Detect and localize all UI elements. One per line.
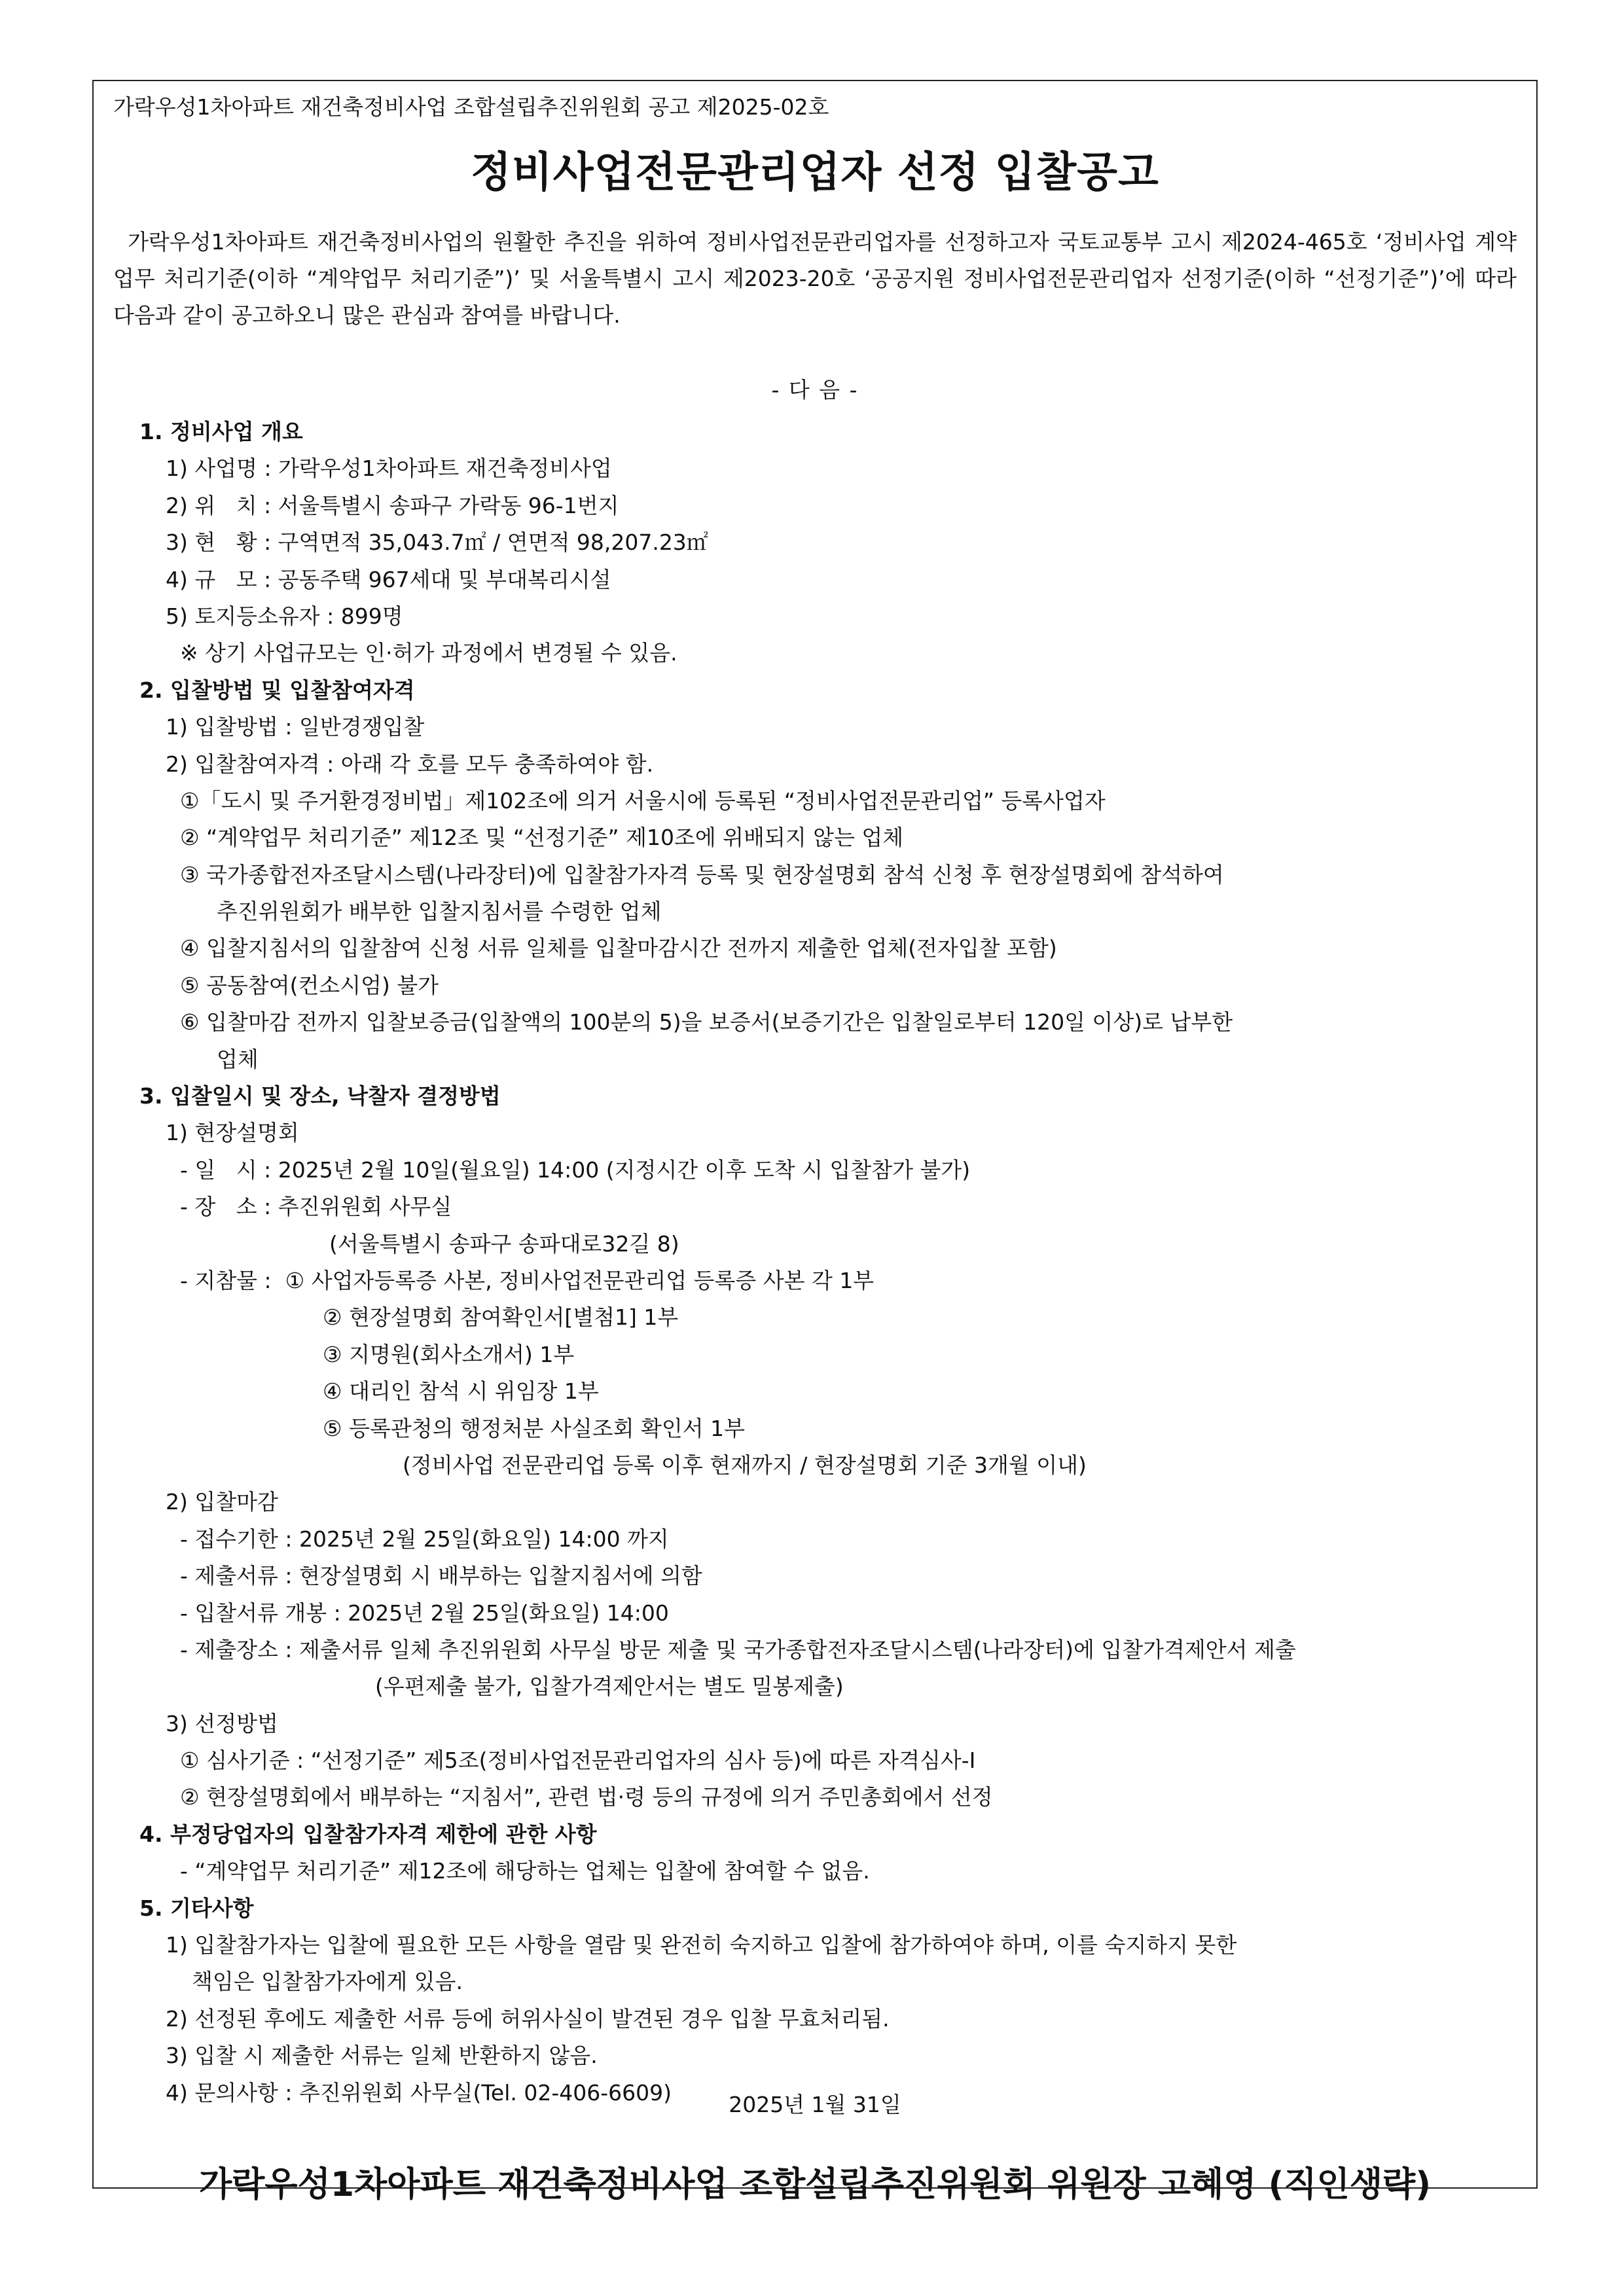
list-item: ⑥ 입찰마감 전까지 입찰보증금(입찰액의 100분의 5)을 보증서(보증기간은 입찰일로부터 120일 이상)로 납부한 — [180, 1009, 1233, 1035]
list-item: ② 현장설명회에서 배부하는 “지침서”, 관련 법·령 등의 규정에 의거 주민총회에서 선정 — [180, 1784, 993, 1810]
section-heading-other: 5. 기타사항 — [139, 1895, 254, 1921]
list-item: - 입찰서류 개봉 : 2025년 2월 25일(화요일) 14:00 — [180, 1600, 669, 1626]
list-item: - 제출장소 : 제출서류 일체 추진위원회 사무실 방문 제출 및 국가종합전자조달시스템(나라장터)에 입찰가격제안서 제출 — [180, 1636, 1296, 1662]
signature-line: 가락우성1차아파트 재건축정비사업 조합설립추진위원회 위원장 고혜영 (직인생략) — [198, 2165, 1432, 2204]
list-item: 2) 위 치 : 서울특별시 송파구 가락동 96-1번지 — [166, 492, 619, 518]
list-item-continuation: ④ 대리인 참석 시 위임장 1부 — [323, 1378, 599, 1405]
list-item-continuation: (우편제출 불가, 입찰가격제안서는 별도 밀봉제출) — [375, 1674, 844, 1700]
notice-frame — [92, 80, 1538, 2204]
list-item-continuation: (서울특별시 송파구 송파대로32길 8) — [329, 1230, 679, 1257]
page-title: 정비사업전문관리업자 선정 입찰공고 — [471, 149, 1159, 197]
list-item: ① 심사기준 : “선정기준” 제5조(정비사업전문관리업자의 심사 등)에 따른 자격심사-Ⅰ — [180, 1748, 976, 1774]
list-item-continuation: ⑤ 등록관청의 행정처분 사실조회 확인서 1부 — [323, 1415, 745, 1441]
list-item: - 접수기한 : 2025년 2월 25일(화요일) 14:00 까지 — [180, 1526, 669, 1552]
list-item-continuation: ② 현장설명회 참여확인서[별첨1] 1부 — [323, 1304, 679, 1331]
list-item: - 일 시 : 2025년 2월 10일(월요일) 14:00 (지정시간 이후 도착 시 입찰참가 불가) — [180, 1157, 971, 1183]
list-item: 3) 입찰 시 제출한 서류는 일체 반환하지 않음. — [166, 2043, 598, 2069]
section-divider-heading: - 다 음 - — [771, 377, 859, 403]
list-item: 2) 선정된 후에도 제출한 서류 등에 허위사실이 발견된 경우 입찰 무효처리됨. — [166, 2005, 890, 2032]
list-item: ⑤ 공동참여(컨소시엄) 불가 — [180, 972, 439, 998]
list-item: ④ 입찰지침서의 입찰참여 신청 서류 일체를 입찰마감시간 전까지 제출한 업체(전자입찰 포함) — [180, 935, 1057, 961]
intro-text: 가락우성1차아파트 재건축정비사업의 원활한 추진을 위하여 정비사업전문관리업자를 선정하고자 국토교통부 고시 제2024-465호 ‘정비사업 계약업무 처리기준(이하 “계약업무 처리기준”)’ 및 서울특별시 고시 제2023-20호 ‘공공지원 정비사업전문관리업자 선정기준(이하 “선정기준”)’에 따라 다음과 같이 공고하오니 많은 관심과 참여를 바랍니다. — [113, 229, 1517, 328]
list-item: 1) 입찰참가자는 입찰에 필요한 모든 사항을 열람 및 완전히 숙지하고 입찰에 참가하여야 하며, 이를 숙지하지 못한 — [166, 1932, 1237, 1958]
note-text: ※ 상기 사업규모는 인·허가 과정에서 변경될 수 있음. — [180, 640, 677, 666]
list-item: 2) 입찰마감 — [166, 1489, 278, 1515]
section-heading-overview: 1. 정비사업 개요 — [139, 419, 303, 444]
list-item: 4) 문의사항 : 추진위원회 사무실(Tel. 02-406-6609) — [166, 2079, 672, 2106]
list-item: - 지참물 : ① 사업자등록증 사본, 정비사업전문관리업 등록증 사본 각 1부 — [180, 1267, 875, 1293]
list-item: ①「도시 및 주거환경정비법」제102조에 의거 서울시에 등록된 “정비사업전문관리업” 등록사업자 — [180, 787, 1106, 814]
list-item: - 제출서류 : 현장설명회 시 배부하는 입찰지침서에 의함 — [180, 1563, 702, 1589]
notice-date: 2025년 1월 31일 — [729, 2092, 901, 2117]
list-item: ③ 국가종합전자조달시스템(나라장터)에 입찰참가자격 등록 및 현장설명회 참석 신청 후 현장설명회에 참석하여 — [180, 861, 1224, 888]
list-item: 1) 현장설명회 — [166, 1120, 299, 1146]
notice-number: 가락우성1차아파트 재건축정비사업 조합설립추진위원회 공고 제2025-02호 — [113, 94, 829, 120]
list-item: - “계약업무 처리기준” 제12조에 해당하는 업체는 입찰에 참여할 수 없음. — [180, 1858, 870, 1884]
note-text: (정비사업 전문관리업 등록 이후 현재까지 / 현장설명회 기준 3개월 이내) — [403, 1452, 1087, 1478]
list-item: 2) 입찰참여자격 : 아래 각 호를 모두 충족하여야 함. — [166, 751, 654, 777]
list-item: 1) 입찰방법 : 일반경쟁입찰 — [166, 714, 425, 740]
section-heading-schedule: 3. 입찰일시 및 장소, 낙찰자 결정방법 — [139, 1083, 501, 1109]
list-item: ② “계약업무 처리기준” 제12조 및 “선정기준” 제10조에 위배되지 않는 업체 — [180, 825, 904, 851]
list-item-continuation: 책임은 입찰참가자에게 있음. — [192, 1969, 463, 1995]
list-item: 5) 토지등소유자 : 899명 — [166, 603, 403, 629]
section-heading-restrictions: 4. 부정당업자의 입찰참가자격 제한에 관한 사항 — [139, 1821, 597, 1847]
list-item: 3) 현 황 : 구역면적 35,043.7㎡ / 연면적 98,207.23㎡ — [166, 529, 708, 556]
list-item: 4) 규 모 : 공동주택 967세대 및 부대복리시설 — [166, 566, 611, 592]
list-item-continuation: ③ 지명원(회사소개서) 1부 — [323, 1341, 575, 1367]
notice-body — [139, 414, 1517, 2111]
intro-paragraph — [113, 224, 1517, 334]
list-item-continuation: 업체 — [217, 1046, 259, 1072]
list-item: - 장 소 : 추진위원회 사무실 — [180, 1194, 452, 1220]
list-item-continuation: 추진위원회가 배부한 입찰지침서를 수령한 업체 — [217, 899, 662, 925]
section-heading-bidding-method: 2. 입찰방법 및 입찰참여자격 — [139, 677, 415, 703]
list-item: 1) 사업명 : 가락우성1차아파트 재건축정비사업 — [166, 456, 612, 482]
list-item: 3) 선정방법 — [166, 1710, 278, 1736]
